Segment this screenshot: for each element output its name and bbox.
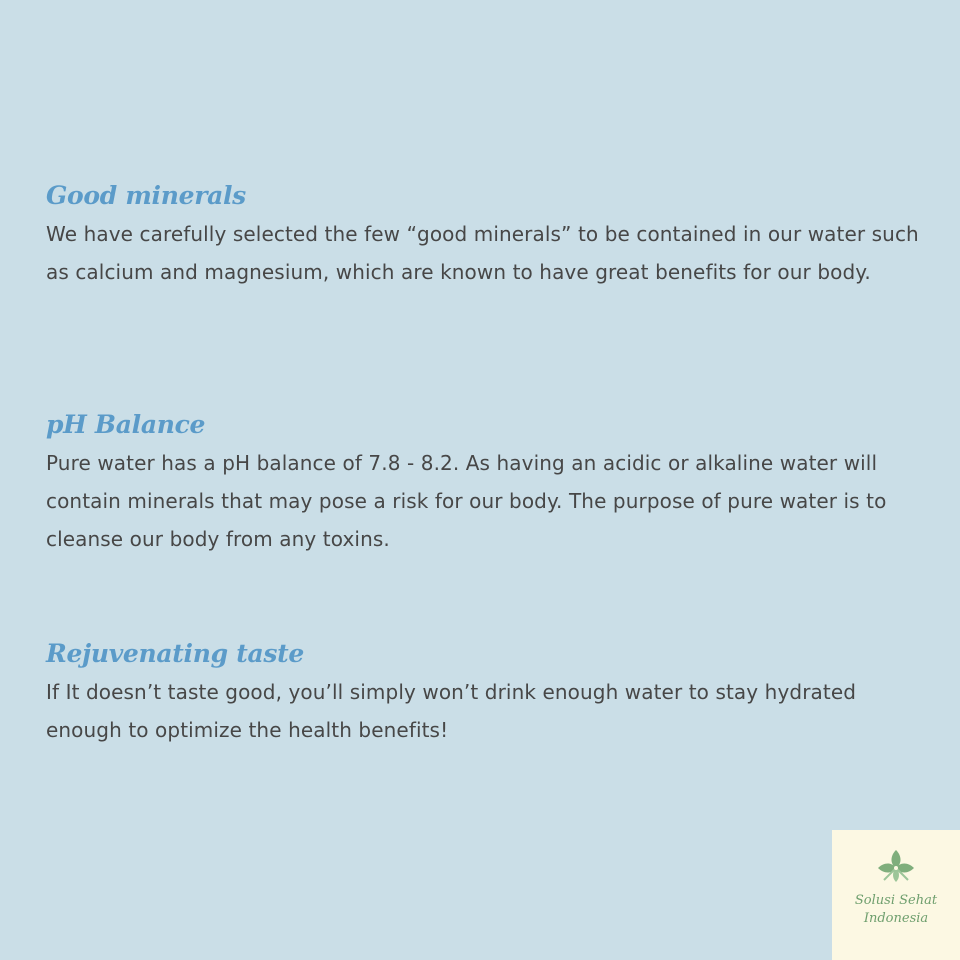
logo-text-line-1: Solusi Sehat (854, 893, 938, 908)
section-body: If It doesn’t taste good, you’ll simply won’t drink enough water to stay hydrated enough to optimize the health benefits! (46, 680, 857, 742)
section-title: Rejuvenating taste (46, 639, 304, 668)
leaf-flower-icon (876, 848, 916, 888)
brand-logo (832, 830, 960, 960)
section-body: Pure water has a pH balance of 7.8 - 8.2. As having an acidic or alkaline water will contain minerals that may pose a risk for our body. The purpose of pure water is to cleanse our body from any toxins. (46, 451, 887, 551)
section-ph-balance (46, 409, 926, 558)
section-rejuvenating-taste (46, 638, 926, 749)
logo-text-line-2: Indonesia (863, 911, 929, 926)
section-title: Good minerals (46, 181, 246, 210)
section-good-minerals (46, 180, 926, 291)
section-body: We have carefully selected the few “good minerals” to be contained in our water such as calcium and magnesium, which are known to have great benefits for our body. (46, 222, 919, 284)
section-title: pH Balance (46, 410, 206, 439)
